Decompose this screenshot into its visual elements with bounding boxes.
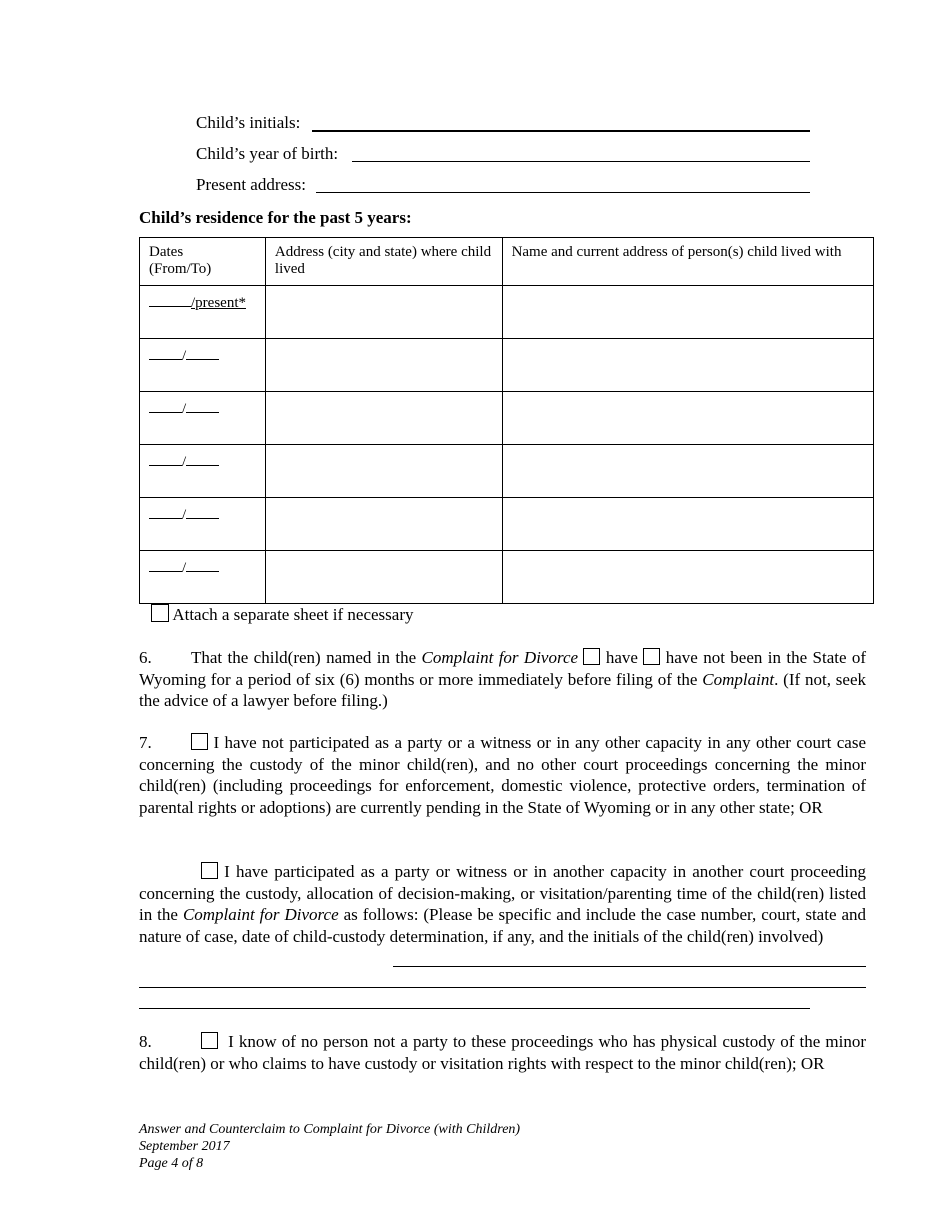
involved-details-line-2[interactable] — [139, 987, 866, 988]
date-cell[interactable]: / — [140, 498, 266, 551]
header-dates: Dates (From/To) — [140, 238, 266, 286]
date-cell[interactable]: / — [140, 445, 266, 498]
date-cell[interactable]: / — [140, 392, 266, 445]
attach-sheet-row — [151, 604, 414, 625]
date-cell[interactable]: / — [140, 339, 266, 392]
child-initials-label: Child’s initials: — [196, 113, 301, 132]
footer-form-title: Answer and Counterclaim to Complaint for Divorce (with Children) — [139, 1122, 521, 1137]
have-not-checkbox[interactable] — [643, 648, 660, 665]
have-checkbox[interactable] — [583, 648, 600, 665]
item-6-number: 6. — [139, 648, 152, 667]
address-cell[interactable] — [265, 286, 502, 339]
item-8-number: 8. — [139, 1032, 152, 1051]
participated-checkbox[interactable] — [201, 862, 218, 879]
child-year-of-birth-label: Child’s year of birth: — [196, 144, 339, 163]
footer — [139, 1121, 520, 1172]
person-cell[interactable] — [502, 339, 873, 392]
residence-heading: Child’s residence for the past 5 years: — [139, 208, 412, 227]
item-7: 7. I have not participated as a party or a witness or in any other capacity in any other court case concerning the custody of the minor child(ren), and no other court proceedings concerning the minor child(ren) (including proceedings for enforcement, domestic violence, protective orders, termination of parental rights or adoptions) are currently pending in the State of Wyoming or in any other state; OR — [139, 733, 867, 817]
person-cell[interactable] — [502, 498, 873, 551]
address-cell[interactable] — [265, 551, 502, 604]
table-row — [140, 445, 874, 498]
involved-details-line-3[interactable] — [139, 1008, 810, 1009]
present-address-label: Present address: — [196, 175, 307, 194]
item-7-number: 7. — [139, 733, 152, 752]
residence-table — [139, 237, 874, 604]
item-8: 8. I know of no person not a party to these proceedings who has physical custody of the minor child(ren) or who claims to have custody or visitation rights with respect to the minor child(ren); OR — [139, 1032, 867, 1073]
attach-sheet-label: Attach a separate sheet if necessary — [172, 605, 414, 624]
item-7-option-b: I have participated as a party or witness or in another capacity in another court proceeding concerning the custody, allocation of decision-making, or visitation/parenting time of the child(ren) listed in the Complaint for Divorce as follows: (Please be specific and include the case number, court, state and nature of case, date of child-custody determination, if any, and the initials of the child(ren) involved) — [139, 862, 867, 946]
table-row — [140, 286, 874, 339]
header-person: Name and current address of person(s) child lived with — [502, 238, 873, 286]
no-person-checkbox[interactable] — [201, 1032, 218, 1049]
person-cell[interactable] — [502, 445, 873, 498]
header-address: Address (city and state) where child lived — [265, 238, 502, 286]
address-cell[interactable] — [265, 445, 502, 498]
person-cell[interactable] — [502, 286, 873, 339]
date-cell[interactable]: /present* — [140, 286, 266, 339]
date-cell[interactable]: / — [140, 551, 266, 604]
child-initials-field[interactable] — [312, 130, 810, 132]
table-row — [140, 392, 874, 445]
footer-page-number: Page 4 of 8 — [139, 1156, 204, 1171]
table-row — [140, 339, 874, 392]
address-cell[interactable] — [265, 498, 502, 551]
person-cell[interactable] — [502, 551, 873, 604]
footer-date: September 2017 — [139, 1139, 230, 1154]
involved-details-line-1[interactable] — [393, 966, 866, 967]
address-cell[interactable] — [265, 392, 502, 445]
address-cell[interactable] — [265, 339, 502, 392]
attach-sheet-checkbox[interactable] — [151, 604, 169, 622]
child-year-of-birth-field[interactable] — [352, 161, 810, 162]
item-6: 6. That the child(ren) named in the Complaint for Divorce have have not been in the State of Wyoming for a period of six (6) months or more immediately before filing of the Complaint. (If not, seek the advice of a lawyer before filing.) — [139, 648, 867, 710]
not-participated-checkbox[interactable] — [191, 733, 208, 750]
person-cell[interactable] — [502, 392, 873, 445]
table-row — [140, 498, 874, 551]
table-row — [140, 551, 874, 604]
present-address-field[interactable] — [316, 192, 810, 193]
table-header-row — [140, 238, 874, 286]
